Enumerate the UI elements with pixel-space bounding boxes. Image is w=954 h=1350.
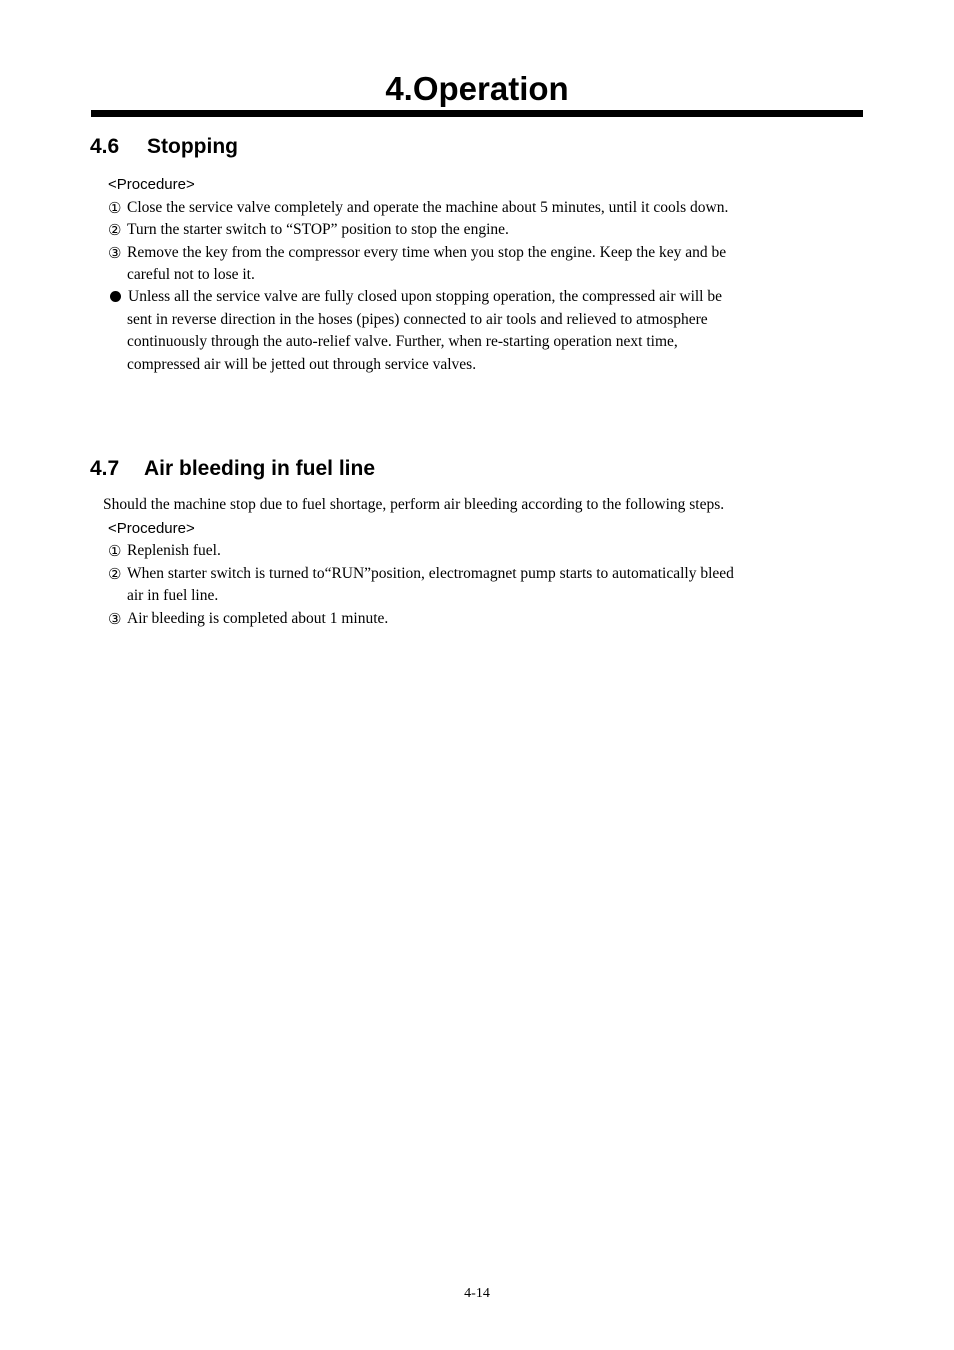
bullet-icon: [110, 291, 121, 302]
step-text: Replenish fuel.: [127, 542, 221, 559]
section-number: 4.7: [90, 457, 120, 480]
section-number: 4.6: [90, 135, 120, 158]
procedure-label: <Procedure>: [108, 520, 195, 537]
step-marker: ②: [108, 565, 122, 583]
step-marker: ②: [108, 221, 122, 239]
note-line: continuously through the auto-relief valve. Further, when re-starting operation next time,: [127, 333, 678, 350]
intro-text: Should the machine stop due to fuel shortage, perform air bleeding according to the following steps.: [103, 496, 725, 513]
step-text: Close the service valve completely and operate the machine about 5 minutes, until it cools down.: [127, 199, 729, 216]
step-marker: ③: [108, 610, 122, 628]
section-title: Stopping: [147, 135, 238, 158]
section-heading-air-bleeding: [90, 456, 375, 482]
note-line: Unless all the service valve are fully closed upon stopping operation, the compressed air will be: [128, 288, 722, 305]
page-title: 4.Operation: [385, 70, 569, 107]
step-marker: ①: [108, 542, 122, 560]
section-heading-stopping: [90, 134, 238, 160]
note-line: compressed air will be jetted out through service valves.: [127, 356, 477, 373]
note-line: sent in reverse direction in the hoses (pipes) connected to air tools and relieved to atmosphere: [127, 311, 708, 328]
step-text-continued: careful not to lose it.: [127, 266, 255, 283]
procedure-label: <Procedure>: [108, 176, 195, 193]
step-marker: ①: [108, 199, 122, 217]
step-text: When starter switch is turned to“RUN”position, electromagnet pump starts to automatically bleed: [127, 565, 734, 582]
step-text: Remove the key from the compressor every time when you stop the engine. Keep the key and be: [127, 244, 727, 261]
section-title: Air bleeding in fuel line: [144, 457, 376, 480]
page-number: 4-14: [464, 1286, 490, 1301]
step-text: Air bleeding is completed about 1 minute.: [127, 610, 389, 627]
step-text: Turn the starter switch to “STOP” position to stop the engine.: [127, 221, 509, 238]
step-text-continued: air in fuel line.: [127, 587, 219, 604]
step-marker: ③: [108, 244, 122, 262]
title-rule: [91, 110, 863, 117]
